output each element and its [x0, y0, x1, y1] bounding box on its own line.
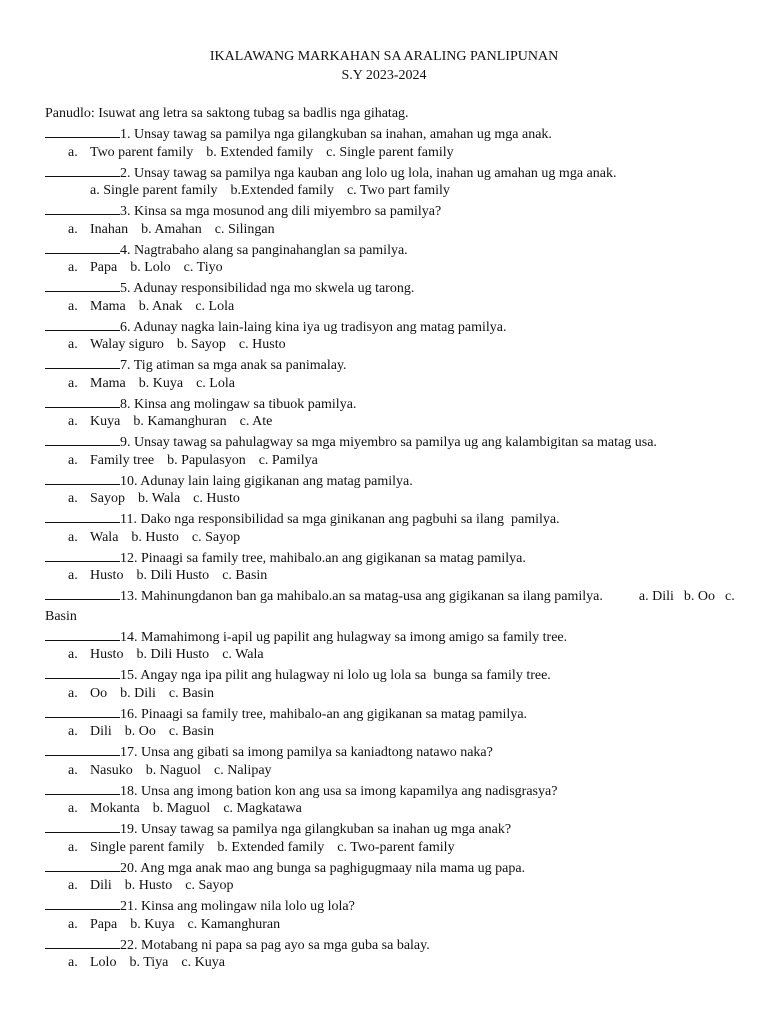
answer-options [45, 876, 735, 895]
answer-blank[interactable] [45, 741, 120, 756]
answer-option: Dili [90, 878, 112, 893]
option-letter: a. [68, 221, 78, 237]
answer-option: Lolo [90, 955, 117, 970]
answer-options [45, 528, 735, 547]
answer-option: Two parent family [90, 144, 194, 160]
answer-option: c. Basin [168, 685, 215, 701]
answer-option: c. Wala [222, 647, 264, 662]
answer-option: a. Single parent family [90, 183, 218, 198]
answer-option: c. Tiyo [183, 260, 223, 275]
answer-option: Mama [90, 298, 126, 314]
question-text: 2. Unsay tawag sa pamilya nga kauban ang lolo ug lola, inahan ug amahan ug mga anak. [120, 165, 617, 181]
question-item [45, 585, 735, 626]
answer-options [45, 258, 735, 277]
answer-blank[interactable] [45, 895, 120, 910]
answer-option: Mama [90, 375, 126, 391]
question-text: 14. Mamahimong i-apil ug papilit ang hulagway sa imong amigo sa family tree. [120, 629, 568, 645]
answer-option: b. Sayop [176, 337, 226, 352]
answer-options [45, 181, 735, 200]
answer-option: c. Nalipay [214, 762, 272, 778]
answer-option: c. Two-parent family [337, 839, 455, 855]
answer-options [45, 915, 735, 934]
option-letter: a. [68, 260, 78, 275]
answer-blank[interactable] [45, 316, 120, 331]
answer-options [45, 220, 735, 239]
answer-option: Family tree [90, 452, 155, 468]
question-list [45, 123, 735, 972]
question-item [45, 200, 735, 219]
option-letter: a. [68, 375, 78, 391]
answer-options [45, 838, 735, 857]
answer-options [45, 297, 735, 316]
instructions: Panudlo: Isuwat ang letra sa saktong tubag sa badlis nga gihatag. [45, 106, 409, 121]
answer-option: c. Basin [45, 589, 735, 624]
answer-option: b. Tiya [129, 955, 169, 970]
answer-options [45, 143, 735, 162]
answer-option: c. Two part family [346, 183, 450, 198]
question-item [45, 316, 735, 335]
answer-blank[interactable] [45, 354, 120, 369]
answer-option: Single parent family [90, 839, 205, 855]
answer-option: c. Single parent family [326, 144, 454, 160]
answer-option: b. Kuya [130, 916, 175, 932]
answer-option: b. Husto [131, 529, 179, 545]
answer-option: c. Husto [193, 491, 240, 506]
answer-option: c. Basin [168, 724, 215, 739]
question-item [45, 818, 735, 837]
answer-option: b. Dili Husto [136, 647, 210, 662]
question-item [45, 123, 735, 142]
question-item [45, 895, 735, 914]
question-text: 11. Dako nga responsibilidad sa mga ginikanan ang pagbuhi sa ilang pamilya. [120, 512, 560, 528]
question-text: 6. Adunay nagka lain-laing kina iya ug tradisyon ang matag pamilya. [120, 319, 507, 335]
answer-option: b. Kuya [138, 375, 184, 391]
answer-blank[interactable] [45, 703, 120, 718]
answer-option: b.Extended family [230, 183, 334, 198]
question-text: 22. Motabang ni papa sa pag ayo sa mga guba sa balay. [120, 937, 430, 953]
answer-option: Papa [90, 260, 118, 275]
answer-option: b. Amahan [141, 221, 202, 237]
question-text: 13. Mahinungdanon ban ga mahibalo.an sa matag-usa ang gigikanan sa ilang pamilya. [120, 589, 603, 605]
worksheet-body [45, 104, 735, 972]
answer-options [45, 374, 735, 393]
answer-options [45, 684, 735, 703]
answer-blank[interactable] [45, 393, 120, 408]
question-item [45, 239, 735, 258]
option-letter: a. [68, 647, 78, 662]
answer-options [45, 953, 735, 972]
answer-blank[interactable] [45, 162, 120, 177]
answer-option: Kuya [90, 414, 121, 429]
option-letter: a. [68, 568, 78, 583]
answer-option: Nasuko [90, 762, 133, 778]
question-item [45, 547, 735, 566]
answer-option: c. Lola [196, 375, 235, 391]
answer-option: b. Extended family [217, 839, 325, 855]
question-item [45, 393, 735, 412]
question-item [45, 664, 735, 683]
answer-option: c. Sayop [185, 878, 234, 893]
answer-blank[interactable] [45, 780, 120, 795]
answer-option: b. Oo [683, 589, 715, 605]
question-text: 3. Kinsa sa mga mosunod ang dili miyembro sa pamilya? [120, 204, 442, 220]
answer-option: b. Naguol [145, 762, 201, 778]
answer-option: Papa [90, 916, 118, 932]
answer-option: a. Dili [638, 589, 674, 605]
option-letter: a. [68, 337, 78, 352]
answer-option: b. Wala [138, 491, 181, 506]
option-letter: a. [68, 685, 78, 701]
answer-option: b. Kamanghuran [133, 414, 227, 429]
answer-option: b. Lolo [130, 260, 171, 275]
option-letter: a. [68, 298, 78, 314]
option-letter: a. [68, 144, 78, 160]
question-text: 15. Angay nga ipa pilit ang hulagway ni lolo ug lola sa bunga sa family tree. [120, 668, 551, 684]
option-letter: a. [68, 452, 78, 468]
answer-options [45, 645, 735, 664]
question-item [45, 741, 735, 760]
answer-blank[interactable] [45, 470, 120, 485]
answer-option: Sayop [90, 491, 125, 506]
question-item [45, 277, 735, 296]
question-text: 9. Unsay tawag sa pahulagway sa mga miyembro sa pamilya ug ang kalambigitan sa matag usa. [120, 435, 657, 451]
answer-options [45, 761, 735, 780]
option-letter: a. [68, 414, 78, 429]
answer-blank[interactable] [45, 508, 120, 523]
answer-option: c. Pamilya [258, 452, 318, 468]
answer-blank[interactable] [45, 239, 120, 254]
answer-options [45, 412, 735, 431]
answer-blank[interactable] [45, 818, 120, 833]
answer-blank[interactable] [45, 200, 120, 215]
answer-option: c. Husto [238, 337, 286, 352]
answer-option: Oo [90, 685, 108, 701]
option-letter: a. [68, 724, 78, 739]
question-item [45, 857, 735, 876]
question-text: 10. Adunay lain laing gigikanan ang matag pamilya. [120, 473, 413, 489]
answer-blank[interactable] [45, 123, 120, 138]
question-item [45, 934, 735, 953]
option-letter: a. [68, 955, 78, 970]
question-text: 19. Unsay tawag sa pamilya nga gilangkuban sa inahan ug mga anak? [120, 822, 512, 838]
answer-option: c. Kuya [181, 955, 225, 970]
question-text: 16. Pinaagi sa family tree, mahibalo-an ang gigikanan sa matag pamilya. [120, 706, 528, 722]
answer-blank[interactable] [45, 547, 120, 562]
answer-blank[interactable] [45, 431, 120, 446]
answer-option: Inahan [90, 221, 129, 237]
answer-options [45, 335, 735, 354]
answer-option: Wala [90, 529, 119, 545]
answer-option: c. Silingan [214, 221, 275, 237]
question-item [45, 431, 735, 450]
answer-option: Husto [90, 568, 124, 583]
question-item [45, 703, 735, 722]
worksheet-header [0, 47, 768, 85]
answer-options [45, 489, 735, 508]
option-letter: a. [68, 916, 78, 932]
answer-options [45, 566, 735, 585]
answer-blank[interactable] [45, 626, 120, 641]
option-letter: a. [68, 801, 78, 816]
answer-options [45, 799, 735, 818]
question-item [45, 354, 735, 373]
answer-blank[interactable] [45, 277, 120, 292]
question-item [45, 626, 735, 645]
answer-option: c. Basin [222, 568, 268, 583]
answer-options [45, 451, 735, 470]
answer-blank[interactable] [45, 585, 120, 600]
answer-blank[interactable] [45, 664, 120, 679]
answer-option: b. Husto [124, 878, 173, 893]
answer-option: b. Papulasyon [167, 452, 246, 468]
answer-option: b. Extended family [206, 144, 314, 160]
question-text: 20. Ang mga anak mao ang bunga sa paghigugmaay nila mama ug papa. [120, 860, 526, 876]
question-text: 17. Unsa ang gibati sa imong pamilya sa kaniadtong natawo naka? [120, 745, 493, 761]
answer-option: b. Dili [120, 685, 156, 701]
option-letter: a. [68, 878, 78, 893]
answer-blank[interactable] [45, 934, 120, 949]
option-letter: a. [68, 762, 78, 778]
question-text: 12. Pinaagi sa family tree, mahibalo.an ang gigikanan sa matag pamilya. [120, 550, 526, 566]
question-item [45, 162, 735, 181]
answer-option: b. Dili Husto [136, 568, 210, 583]
question-item [45, 508, 735, 527]
answer-option: Walay siguro [90, 337, 164, 352]
option-letter: a. [68, 839, 78, 855]
question-text: 5. Adunay responsibilidad nga mo skwela ug tarong. [120, 281, 415, 297]
question-text: 4. Nagtrabaho alang sa panginahanglan sa pamilya. [120, 242, 408, 258]
option-letter: a. [68, 529, 78, 545]
question-text: 8. Kinsa ang molingaw sa tibuok pamilya. [120, 396, 357, 412]
question-item [45, 470, 735, 489]
worksheet-title: IKALAWANG MARKAHAN SA ARALING PANLIPUNAN [209, 49, 559, 64]
school-year: S.Y 2023-2024 [341, 68, 427, 83]
answer-option: Husto [90, 647, 124, 662]
answer-option: c. Kamanghuran [187, 916, 281, 932]
answer-option: Mokanta [90, 801, 140, 816]
answer-options [45, 722, 735, 741]
question-text: 1. Unsay tawag sa pamilya nga gilangkuban sa inahan, amahan ug mga anak. [120, 127, 552, 143]
answer-option: c. Magkatawa [223, 801, 302, 816]
answer-option: c. Ate [239, 414, 273, 429]
question-text: 21. Kinsa ang molingaw nila lolo ug lola? [120, 899, 355, 915]
answer-option: Dili [90, 724, 112, 739]
answer-option: b. Anak [138, 298, 183, 314]
question-text: 18. Unsa ang imong bation kon ang usa sa imong kapamilya ang nadisgrasya? [120, 783, 558, 799]
answer-option: b. Oo [124, 724, 156, 739]
answer-blank[interactable] [45, 857, 120, 872]
answer-option: b. Maguol [152, 801, 211, 816]
question-item [45, 780, 735, 799]
question-text: 7. Tig atiman sa mga anak sa panimalay. [120, 358, 347, 374]
answer-option: c. Sayop [191, 529, 241, 545]
answer-option: c. Lola [195, 298, 235, 314]
option-letter: a. [68, 491, 78, 506]
